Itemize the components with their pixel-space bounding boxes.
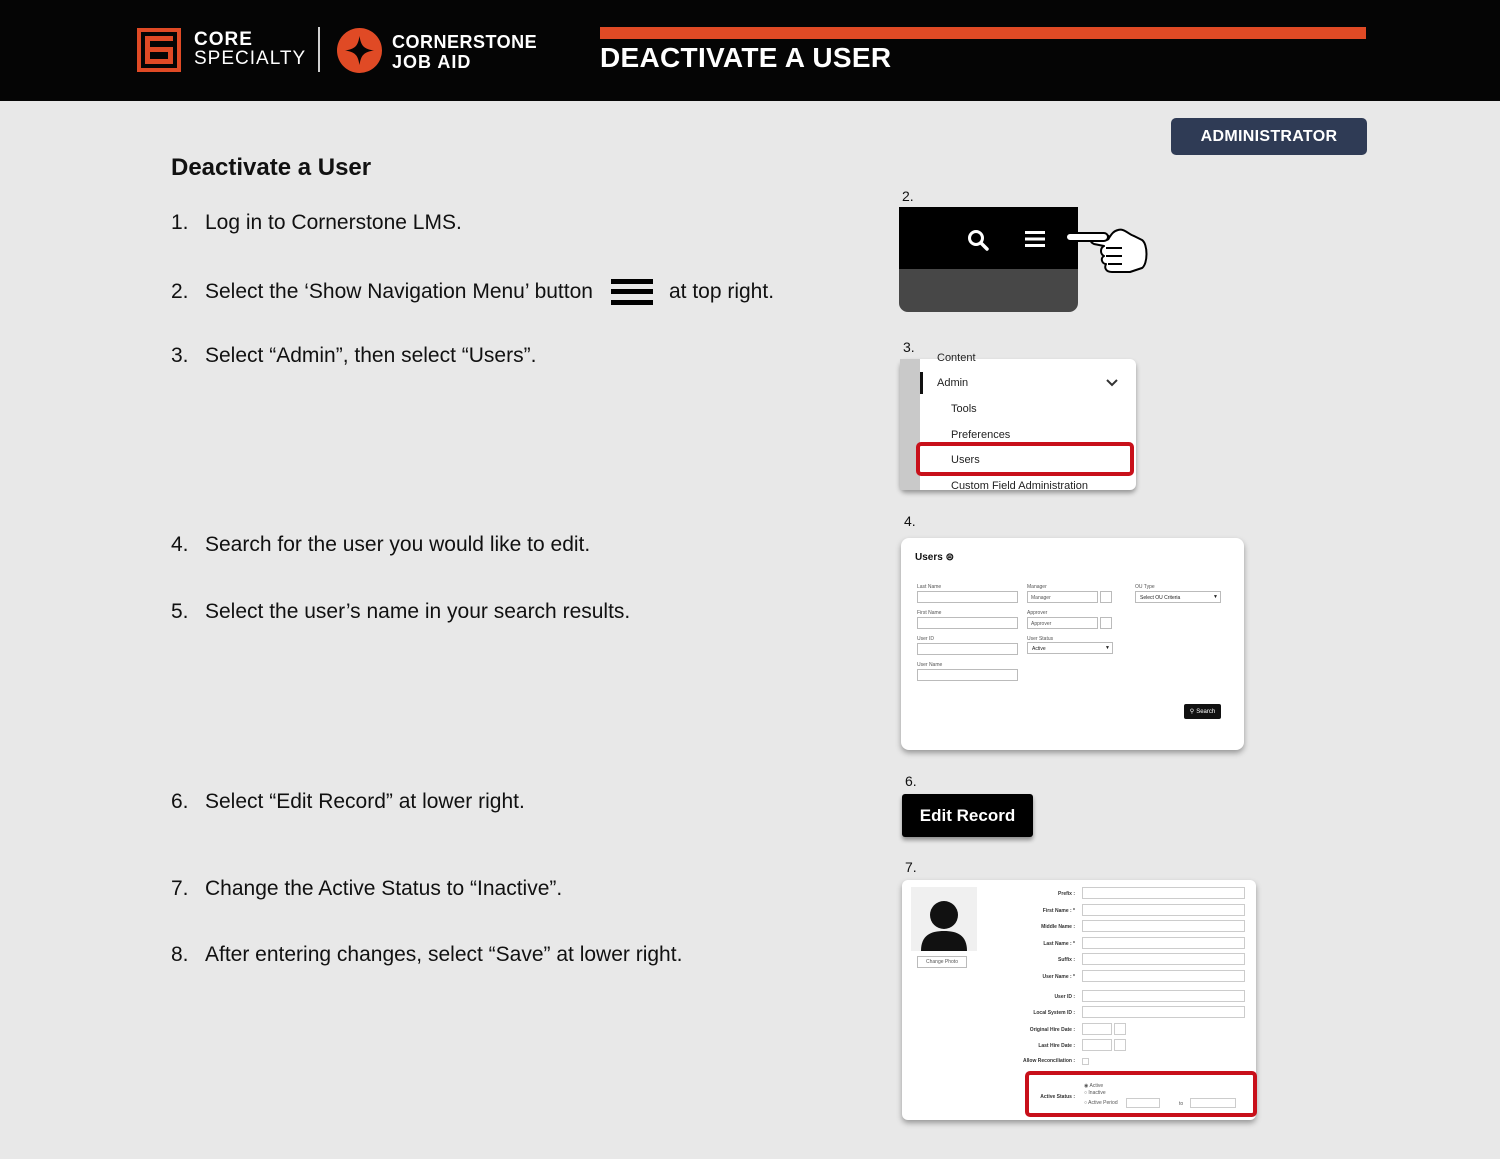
step-text: Change the Active Status to “Inactive”. — [205, 877, 563, 900]
status-option-active: ◉ Active — [1084, 1083, 1104, 1089]
first-name-field — [1082, 904, 1245, 916]
figure-2-nav-screenshot — [899, 207, 1078, 312]
last-name-label: Last Name — [917, 584, 942, 590]
field-label-prefix: Prefix : — [1058, 891, 1075, 897]
avatar — [911, 887, 977, 951]
step-number: 3. — [171, 344, 189, 367]
user-status-select: Active ▼ — [1027, 642, 1113, 654]
user-id-field — [1082, 990, 1245, 1002]
step-5 — [171, 600, 630, 624]
step-6 — [171, 790, 525, 814]
chevron-down-icon — [1106, 379, 1118, 387]
step-text: After entering changes, select “Save” at lower right. — [205, 943, 683, 966]
first-name-label: First Name — [917, 610, 942, 616]
step-text: Select the user’s name in your search results. — [205, 600, 631, 623]
field-label-middle-name: Middle Name : — [1041, 924, 1075, 930]
last-hire-date-field — [1082, 1039, 1112, 1051]
product-line-1: CORNERSTONE — [392, 32, 538, 52]
step-text: Select the ‘Show Navigation Menu’ button — [205, 280, 593, 303]
user-silhouette-icon — [911, 887, 977, 951]
calendar-icon — [1114, 1039, 1126, 1051]
menu-item-content: Content — [937, 352, 976, 364]
figure-3-admin-menu — [900, 352, 1136, 492]
step-2 — [171, 277, 774, 307]
step-number: 5. — [171, 600, 189, 623]
suffix-field — [1082, 953, 1245, 965]
figure-3-label: 3. — [903, 339, 915, 355]
field-label-user-name: User Name : * — [1042, 974, 1075, 980]
cornerstone-wordmark — [392, 32, 537, 72]
status-option-active-period: ○ Active Period — [1084, 1100, 1118, 1106]
step-4 — [171, 533, 590, 557]
figure-7-edit-user-form — [902, 880, 1256, 1120]
title-accent-bar — [600, 27, 1366, 39]
search-icon: ⚲ — [1189, 709, 1195, 715]
local-system-id-field — [1082, 1006, 1245, 1018]
menu-item-tools: Tools — [951, 403, 977, 415]
search-button: ⚲ Search — [1184, 704, 1221, 719]
step-text: Select “Edit Record” at lower right. — [205, 790, 525, 813]
menu-item-custom-field-admin: Custom Field Administration — [951, 480, 1088, 492]
hamburger-menu-icon — [1025, 230, 1045, 248]
active-status-highlight-box — [1025, 1071, 1257, 1117]
search-icon — [967, 229, 989, 251]
step-text: Log in to Cornerstone LMS. — [205, 211, 462, 234]
user-id-label: User ID — [917, 636, 934, 642]
field-label-last-name: Last Name : * — [1043, 941, 1075, 947]
first-name-field — [917, 617, 1018, 629]
field-label-user-id: User ID : — [1054, 994, 1075, 1000]
cornerstone-star-logo-icon — [337, 28, 382, 73]
step-number: 7. — [171, 877, 189, 900]
original-hire-date-field — [1082, 1023, 1112, 1035]
allow-reconciliation-checkbox — [1082, 1058, 1089, 1065]
ou-type-label: OU Type — [1135, 584, 1155, 590]
page-title: DEACTIVATE A USER — [600, 42, 892, 73]
brand-line-1: CORE — [194, 29, 253, 50]
field-label-first-name: First Name : * — [1042, 908, 1075, 914]
user-name-field — [917, 669, 1018, 681]
manager-field: Manager — [1027, 591, 1098, 603]
figure-4-user-search — [901, 538, 1244, 750]
section-heading: Deactivate a User — [171, 154, 372, 181]
last-name-field — [917, 591, 1018, 603]
menu-item-admin: Admin — [937, 377, 969, 389]
step-text: Select “Admin”, then select “Users”. — [205, 344, 537, 367]
step-text: Search for the user you would like to edit. — [205, 533, 591, 556]
step-number: 1. — [171, 211, 189, 234]
figure-6-label: 6. — [905, 773, 917, 789]
step-number: 4. — [171, 533, 189, 556]
field-label-original-hire-date: Original Hire Date : — [1029, 1027, 1075, 1033]
hamburger-icon — [611, 277, 653, 307]
status-option-inactive: ○ Inactive — [1084, 1090, 1106, 1096]
field-label-last-hire-date: Last Hire Date : — [1038, 1043, 1075, 1049]
last-name-field — [1082, 937, 1245, 949]
step-number: 8. — [171, 943, 189, 966]
field-label-active-status: Active Status : — [1040, 1094, 1075, 1100]
middle-name-field — [1082, 920, 1245, 932]
step-7 — [171, 877, 562, 901]
change-photo-button: Change Photo — [917, 956, 967, 968]
approver-lookup-icon — [1100, 617, 1112, 629]
brand-line-2: SPECIALTY — [194, 48, 307, 69]
step-1 — [171, 211, 462, 235]
menu-item-users: Users — [951, 454, 980, 466]
step-3 — [171, 344, 536, 368]
role-badge: ADMINISTRATOR — [1171, 118, 1367, 155]
header-divider — [318, 27, 320, 72]
users-title: Users ⊜ — [915, 552, 954, 563]
user-id-field — [917, 643, 1018, 655]
step-number: 6. — [171, 790, 189, 813]
core-specialty-wordmark — [194, 30, 306, 68]
manager-lookup-icon — [1100, 591, 1112, 603]
field-label-local-system-id: Local System ID : — [1033, 1010, 1075, 1016]
edit-record-button-example: Edit Record — [902, 794, 1033, 837]
step-8 — [171, 943, 682, 967]
calendar-icon — [1114, 1023, 1126, 1035]
user-status-label: User Status — [1027, 636, 1054, 642]
to-label: to — [1179, 1101, 1184, 1107]
user-name-field — [1082, 970, 1245, 982]
pointing-hand-icon — [1066, 224, 1150, 276]
manager-label: Manager — [1027, 584, 1047, 590]
header-bar — [0, 0, 1500, 101]
core-specialty-logo-icon — [137, 28, 181, 72]
step-text-after: at top right. — [668, 280, 775, 303]
users-highlight-box — [916, 442, 1134, 476]
field-label-allow-reconciliation: Allow Reconciliation : — [1023, 1058, 1075, 1064]
product-line-2: JOB AID — [392, 52, 472, 72]
field-label-suffix: Suffix : — [1058, 957, 1075, 963]
ou-type-select: Select OU Criteria ▼ — [1135, 591, 1221, 603]
figure-7-label: 7. — [905, 859, 917, 875]
menu-item-preferences: Preferences — [951, 429, 1011, 441]
user-name-label: User Name — [917, 662, 943, 668]
prefix-field — [1082, 887, 1245, 899]
step-number: 2. — [171, 280, 189, 303]
figure-4-label: 4. — [904, 513, 916, 529]
approver-field: Approver — [1027, 617, 1098, 629]
approver-label: Approver — [1027, 610, 1048, 616]
figure-2-label: 2. — [902, 188, 914, 204]
